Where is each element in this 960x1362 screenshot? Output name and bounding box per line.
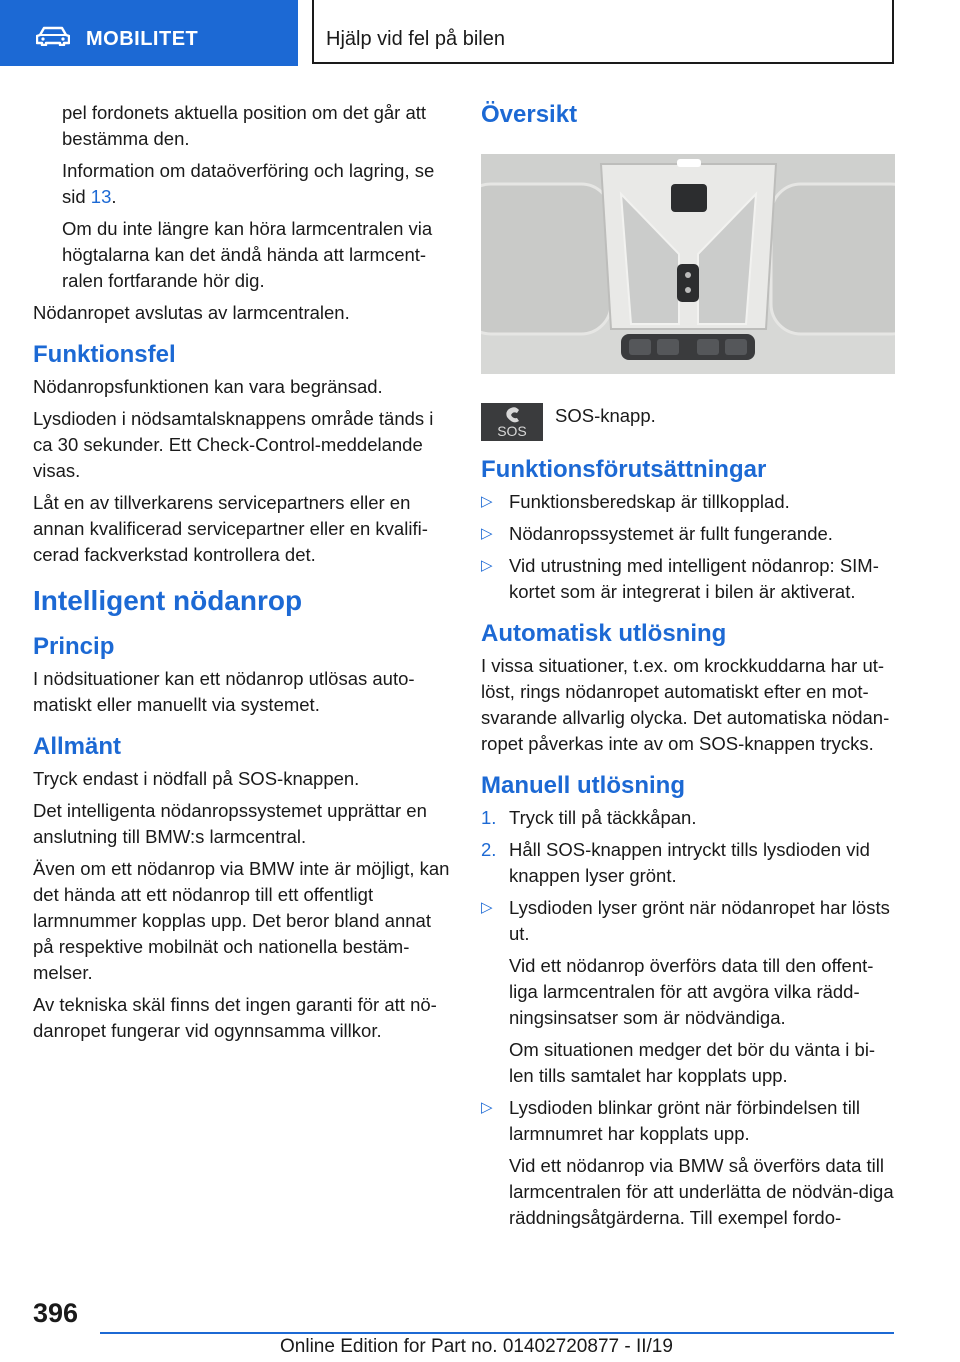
paragraph: Det intelligenta nödanropssystemet upprättar en anslutning till BMW:s larmcentral. bbox=[33, 800, 427, 847]
step-number: 2. bbox=[481, 839, 497, 860]
list-item-text: Vid utrustning med intelligent nödanrop: SIM-kortet som är integrerat i bilen är aktiverat. bbox=[509, 555, 879, 602]
list-item bbox=[481, 895, 899, 1089]
paragraph: Om du inte längre kan höra larmcentralen via högtalarna kan det ändå hända att larmcent-ralen fortfarande hör dig. bbox=[62, 218, 433, 291]
list-item bbox=[481, 489, 899, 515]
bullet-triangle-icon: ▷ bbox=[481, 525, 493, 542]
paragraph: Tryck endast i nödfall på SOS-knappen. bbox=[33, 768, 360, 789]
paragraph: Nödanropet avslutas av larmcentralen. bbox=[33, 302, 350, 323]
heading-funktionsfel: Funktionsfel bbox=[33, 341, 176, 368]
section-header bbox=[312, 0, 894, 64]
left-column bbox=[33, 100, 451, 1050]
edition-info: Online Edition for Part no. 01402720877 - II/19 bbox=[280, 1336, 673, 1357]
paragraph: Om situationen medger det bör du vänta i bi-len tills samtalet har kopplats upp. bbox=[509, 1039, 876, 1086]
overhead-console-photo bbox=[481, 154, 895, 374]
sos-button-icon bbox=[481, 403, 543, 441]
requirements-list bbox=[481, 489, 899, 605]
step-item bbox=[481, 837, 899, 889]
paragraph: Även om ett nödanrop via BMW inte är möjligt, kan det hända att ett nödanrop till ett offentligt larmnummer kopplas upp. Det beror bland annat på respektive mobilnät och nationella bestäm-melser. bbox=[33, 858, 450, 983]
sos-label: SOS-knapp. bbox=[555, 405, 656, 426]
paragraph: Vid ett nödanrop via BMW så överförs data till larmcentralen för att underlätta de nödvän-diga räddningsåtgärderna. Till exempel fordo- bbox=[509, 1155, 894, 1228]
heading-funktionsforutsattningar: Funktionsförutsättningar bbox=[481, 456, 767, 483]
step-number: 1. bbox=[481, 807, 497, 828]
list-item bbox=[481, 521, 899, 547]
step-text: Håll SOS-knappen intryckt tills lysdioden vid knappen lyser grönt. bbox=[509, 839, 870, 886]
section-title: Hjälp vid fel på bilen bbox=[326, 28, 505, 50]
heading-automatisk-utlosning: Automatisk utlösning bbox=[481, 620, 727, 647]
steps-list bbox=[481, 805, 899, 889]
page-number: 396 bbox=[33, 1298, 79, 1328]
heading-oversikt: Översikt bbox=[481, 101, 578, 128]
list-item bbox=[481, 553, 899, 605]
paragraph: Låt en av tillverkarens servicepartners eller en annan kvalificerad servicepartner eller en kvalifi-cerad fackverkstad kontrollera det. bbox=[33, 492, 428, 565]
list-item-text: Nödanropssystemet är fullt fungerande. bbox=[509, 523, 833, 544]
heading-manuell-utlosning: Manuell utlösning bbox=[481, 772, 685, 799]
list-item-text: Lysdioden blinkar grönt när förbindelsen till larmnumret har kopplats upp. bbox=[509, 1097, 861, 1144]
footer-divider bbox=[100, 1332, 894, 1334]
heading-princip: Princip bbox=[33, 633, 115, 660]
right-column bbox=[481, 100, 899, 1237]
paragraph: I nödsituationer kan ett nödanrop utlösas auto-matiskt eller manuellt via systemet. bbox=[33, 668, 415, 715]
sos-legend bbox=[481, 403, 899, 441]
paragraph: Lysdioden i nödsamtalsknappens område tänds i ca 30 sekunder. Ett Check-Control-meddelande visas. bbox=[33, 408, 434, 481]
bullet-triangle-icon: ▷ bbox=[481, 899, 493, 916]
paragraph: Nödanropsfunktionen kan vara begränsad. bbox=[33, 376, 383, 397]
chapter-label: MOBILITET bbox=[86, 28, 199, 50]
step-text: Tryck till på täckkåpan. bbox=[509, 807, 697, 828]
paragraph: pel fordonets aktuella position om det går att bestämma den. bbox=[62, 102, 427, 149]
list-item-text: Funktionsberedskap är tillkopplad. bbox=[509, 491, 790, 512]
list-item bbox=[481, 1095, 899, 1231]
led-status-list bbox=[481, 895, 899, 1231]
paragraph-text: Information om dataöverföring och lagring, se sid bbox=[62, 160, 435, 207]
page-link[interactable]: 13 bbox=[90, 186, 112, 207]
heading-allmant: Allmänt bbox=[33, 733, 122, 760]
paragraph: Vid ett nödanrop överförs data till den offent-liga larmcentralen för att avgöra vilka rädd-ningsinsatser som är nödvändiga. bbox=[509, 955, 874, 1028]
step-item bbox=[481, 805, 899, 831]
bullet-triangle-icon: ▷ bbox=[481, 1099, 493, 1116]
heading-intelligent-nodanrop: Intelligent nödanrop bbox=[33, 585, 303, 616]
chapter-tab bbox=[0, 0, 298, 66]
bullet-triangle-icon: ▷ bbox=[481, 493, 493, 510]
paragraph: Av tekniska skäl finns det ingen garanti för att nö-danropet fungerar vid ogynnsamma villkor. bbox=[33, 994, 437, 1041]
paragraph-text: . bbox=[111, 186, 117, 207]
paragraph bbox=[62, 158, 451, 210]
paragraph: I vissa situationer, t.ex. om krockkuddarna har ut-löst, rings nödanropet automatiskt efter en mot-svarande allvarlig olycka. Det automatiska nödan-ropet påverkas inte av om SOS-knappen trycks. bbox=[481, 655, 890, 754]
bullet-triangle-icon: ▷ bbox=[481, 557, 493, 574]
car-icon bbox=[36, 26, 70, 46]
sos-icon-text: SOS bbox=[497, 423, 527, 439]
list-item-text: Lysdioden lyser grönt när nödanropet har lösts ut. bbox=[509, 897, 890, 944]
